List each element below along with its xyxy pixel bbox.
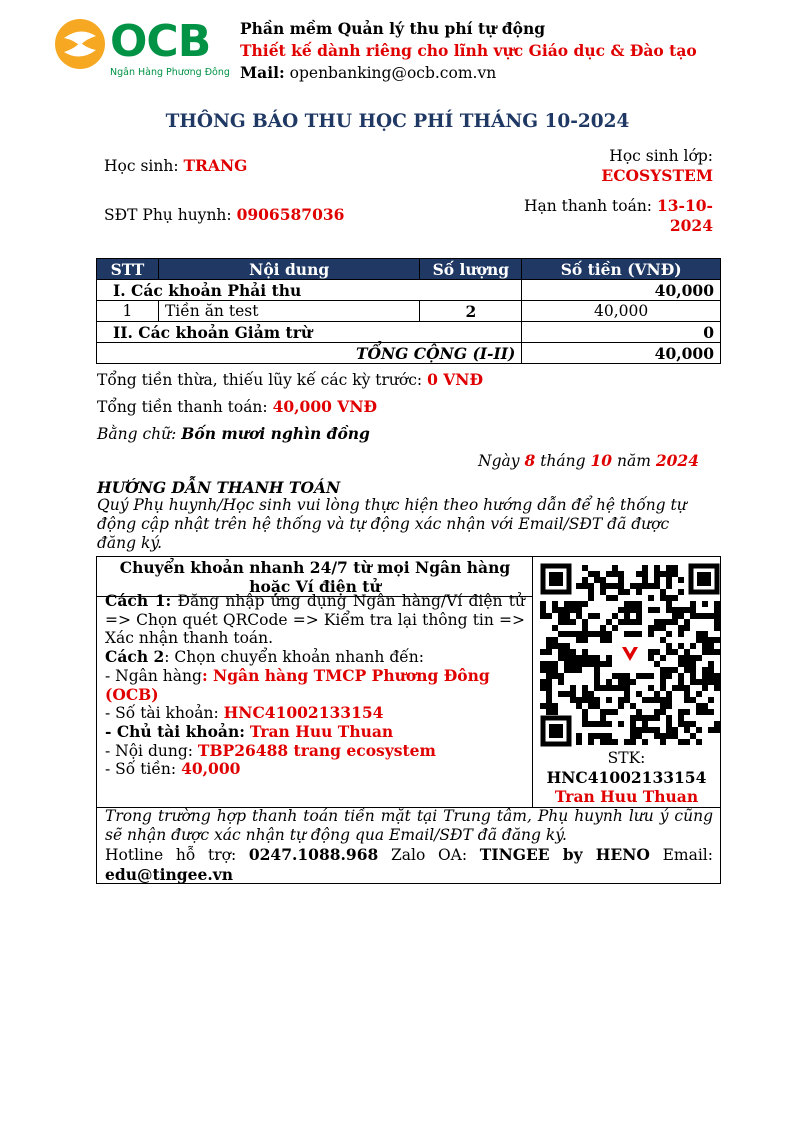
day-label: Ngày bbox=[478, 452, 520, 470]
hotline-value[interactable]: 0247.1088.968 bbox=[248, 845, 379, 864]
pay-line bbox=[97, 397, 377, 417]
zalo-value[interactable]: TINGEE by HENO bbox=[479, 845, 650, 864]
logo-subtitle: Ngân Hàng Phương Đông bbox=[110, 67, 230, 78]
student-value: TRANG bbox=[183, 156, 248, 175]
phone-label: SĐT Phụ huynh: bbox=[104, 206, 232, 224]
section1-row bbox=[97, 280, 721, 301]
row-qty: 2 bbox=[420, 301, 522, 322]
total-row bbox=[97, 343, 721, 364]
due-info bbox=[503, 196, 713, 235]
student-label: Học sinh: bbox=[104, 157, 179, 175]
qr-account-info bbox=[533, 749, 720, 806]
zalo-label: Zalo OA: bbox=[390, 846, 468, 864]
header-line1: Phần mềm Quản lý thu phí tự động bbox=[240, 19, 546, 38]
fee-table-header bbox=[97, 259, 721, 280]
pay-value: 40,000 VNĐ bbox=[272, 397, 378, 416]
header-text bbox=[240, 18, 697, 84]
row-stt: 1 bbox=[97, 301, 159, 322]
qr-holder: Tran Huu Thuan bbox=[554, 787, 699, 806]
col-header-amount: Số tiền (VNĐ) bbox=[522, 259, 721, 280]
way2-text: : Chọn chuyển khoản nhanh đến: bbox=[164, 648, 424, 667]
year-label: năm bbox=[617, 452, 651, 470]
section2-label: II. Các khoản Giảm trừ bbox=[97, 322, 522, 343]
holder-value: Tran Huu Thuan bbox=[249, 721, 394, 741]
payment-box bbox=[96, 556, 721, 884]
mail-link[interactable]: openbanking@ocb.com.vn bbox=[289, 64, 497, 82]
month-label: tháng bbox=[540, 452, 586, 470]
payment-heading: Chuyển khoản nhanh 24/7 từ mọi Ngân hàng hoặc Ví điện tử bbox=[119, 558, 511, 596]
amount-label: - Số tiền: bbox=[105, 760, 177, 779]
payment-footer bbox=[105, 807, 713, 885]
account-label: - Số tài khoản: bbox=[105, 704, 219, 723]
hotline-label: Hotline hỗ trợ: bbox=[105, 846, 237, 864]
carry-label: Tổng tiền thừa, thiếu lũy kế các kỳ trước: bbox=[97, 371, 423, 389]
section2-row bbox=[97, 322, 721, 343]
ocb-emblem-icon bbox=[54, 18, 106, 70]
guide-title: HƯỚNG DẪN THANH TOÁN bbox=[97, 478, 341, 497]
memo-value: TBP26488 trang ecosystem bbox=[197, 740, 436, 760]
phone-value: 0906587036 bbox=[236, 205, 345, 224]
year-value: 2024 bbox=[655, 451, 699, 470]
header-line2: Thiết kế dành riêng cho lĩnh vực Giáo dục & Đào tạo bbox=[240, 41, 697, 60]
amount-value: 40,000 bbox=[181, 759, 241, 779]
class-value: ECOSYSTEM bbox=[601, 166, 713, 185]
payment-instructions bbox=[105, 592, 525, 779]
way1-text: Đăng nhập ứng dụng Ngân hàng/Ví điện tử => Chọn quét QRCode => Kiểm tra lại thông tin => Xác nhận thanh toán. bbox=[105, 592, 525, 648]
mail-label: Mail: bbox=[240, 63, 285, 82]
holder-label: - Chủ tài khoản: bbox=[105, 721, 245, 741]
due-value-1: 13-10- bbox=[656, 196, 713, 215]
cash-note: Trong trường hợp thanh toán tiền mặt tại Trung tâm, Phụ huynh lưu ý cũng sẽ nhận được xác nhận tự động qua Email/SĐT đã đăng ký. bbox=[105, 807, 713, 844]
row-content: Tiền ăn test bbox=[158, 301, 419, 322]
total-label: TỔNG CỘNG (I-II) bbox=[97, 343, 522, 364]
pay-label: Tổng tiền thanh toán: bbox=[97, 398, 268, 416]
table-row bbox=[97, 301, 721, 322]
fee-table bbox=[96, 258, 721, 364]
qr-account: HNC41002133154 bbox=[546, 768, 707, 787]
student-info bbox=[104, 156, 247, 176]
words-value: Bốn mươi nghìn đồng bbox=[181, 424, 370, 443]
email-value[interactable]: edu@tingee.vn bbox=[105, 865, 234, 884]
col-header-qty: Số lượng bbox=[420, 259, 522, 280]
col-header-content: Nội dung bbox=[158, 259, 419, 280]
month-value: 10 bbox=[590, 451, 613, 470]
phone-info bbox=[104, 205, 344, 225]
class-label: Học sinh lớp: bbox=[609, 147, 713, 165]
payment-qr-code[interactable] bbox=[540, 563, 720, 747]
section2-total: 0 bbox=[522, 322, 721, 343]
carry-value: 0 VNĐ bbox=[427, 370, 484, 389]
words-line bbox=[97, 424, 370, 444]
logo-brand: OCB bbox=[110, 16, 211, 67]
carry-line bbox=[97, 370, 483, 390]
way2-label: Cách 2 bbox=[105, 647, 165, 667]
section1-label: I. Các khoản Phải thu bbox=[97, 280, 522, 301]
due-label: Hạn thanh toán: bbox=[524, 197, 653, 215]
header-mail bbox=[240, 62, 697, 84]
ocb-logo bbox=[54, 18, 234, 84]
col-header-stt: STT bbox=[97, 259, 159, 280]
day-value: 8 bbox=[524, 451, 536, 470]
guide-text: Quý Phụ huynh/Học sinh vui lòng thực hiện theo hướng dẫn để hệ thống tự động cập nhật trên hệ thống và tự động xác nhận với Email/SĐT đã được đăng ký. bbox=[97, 496, 687, 552]
way1-label: Cách 1: bbox=[105, 591, 172, 610]
due-value-2: 2024 bbox=[669, 216, 713, 235]
date-line bbox=[478, 451, 699, 470]
row-amount: 40,000 bbox=[522, 301, 721, 322]
email-label: Email: bbox=[662, 846, 713, 864]
section1-total: 40,000 bbox=[522, 280, 721, 301]
qr-stk-label: STK: bbox=[607, 749, 646, 767]
bank-value: : Ngân hàng TMCP Phương Đông (OCB) bbox=[105, 665, 490, 704]
words-label: Bằng chữ: bbox=[97, 425, 177, 443]
bank-label: - Ngân hàng bbox=[105, 666, 202, 685]
account-value: HNC41002133154 bbox=[223, 703, 384, 723]
memo-label: - Nội dung: bbox=[105, 741, 193, 760]
contact-line bbox=[105, 845, 713, 865]
page-title: THÔNG BÁO THU HỌC PHÍ THÁNG 10-2024 bbox=[165, 111, 630, 132]
total-value: 40,000 bbox=[522, 343, 721, 364]
class-info bbox=[601, 147, 713, 185]
